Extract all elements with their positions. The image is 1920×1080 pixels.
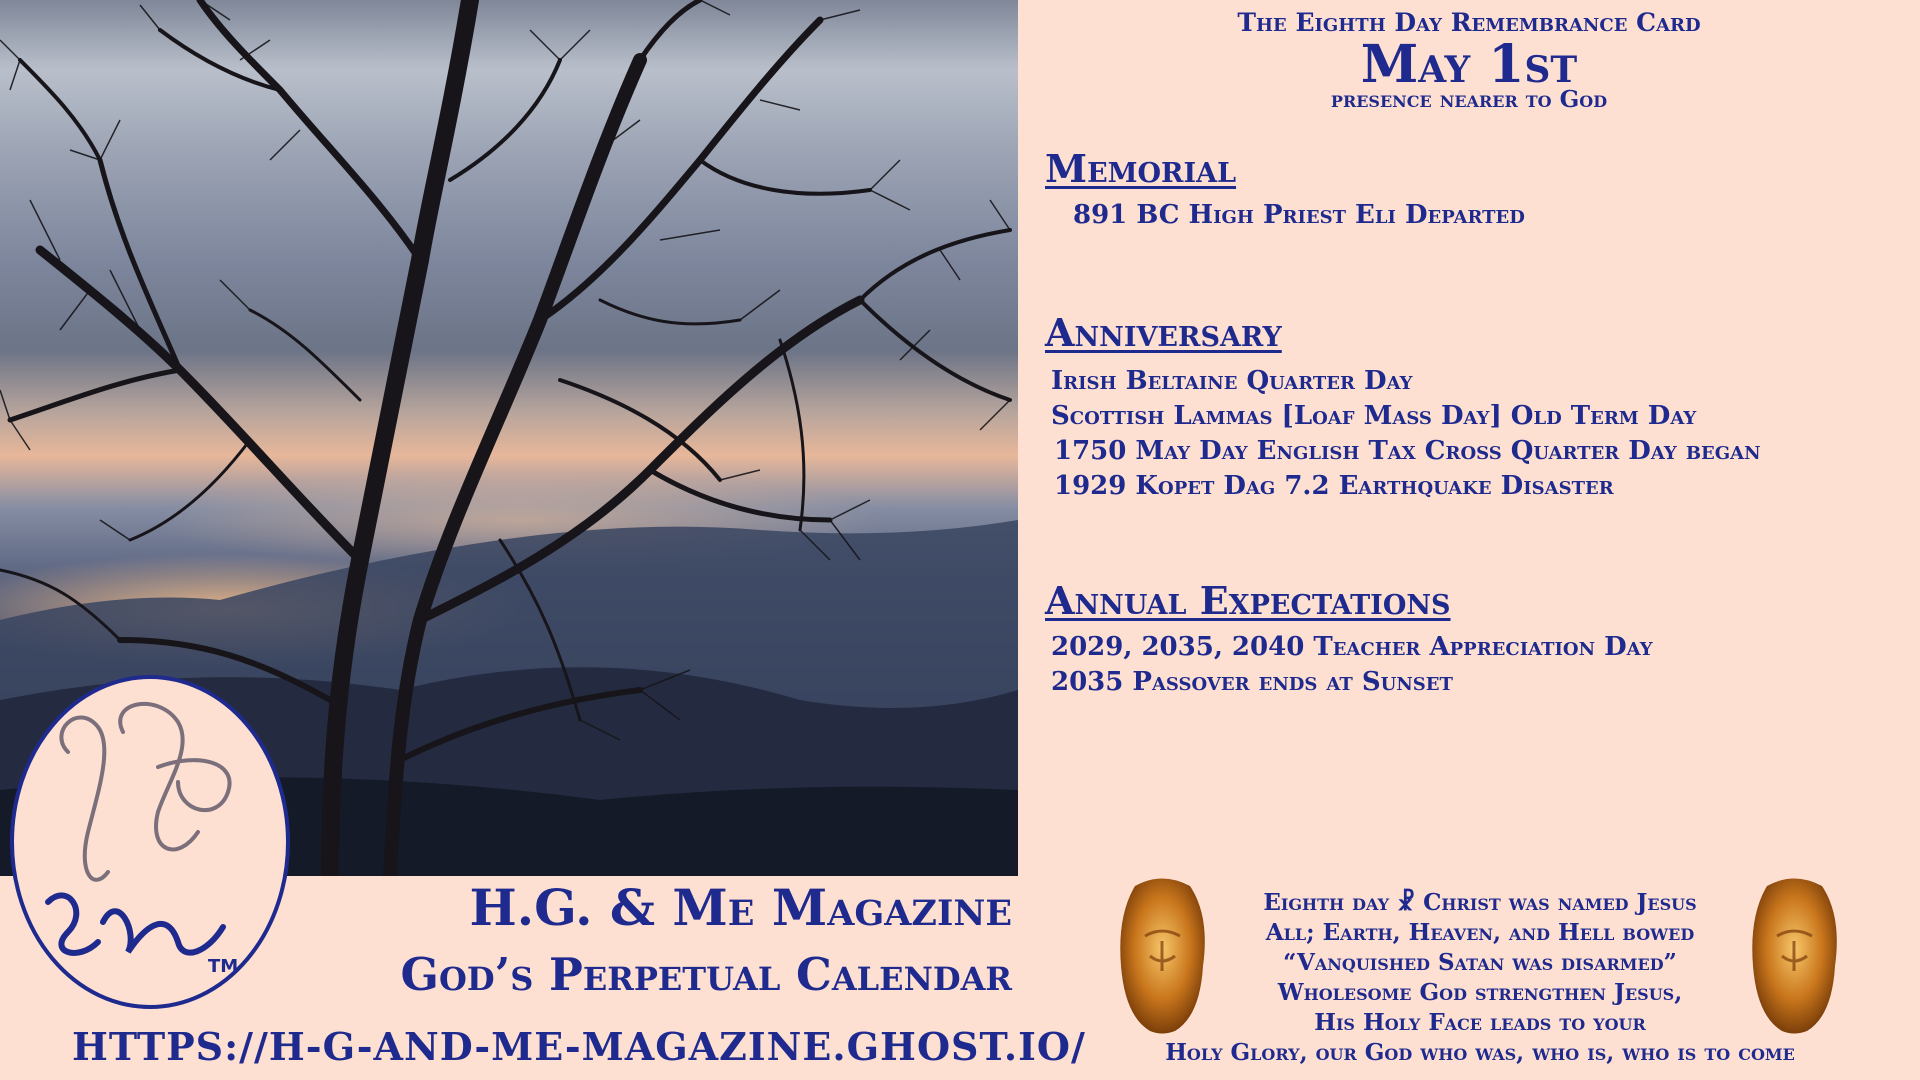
magazine-url-link[interactable]: HTTPS://H-G-AND-ME-MAGAZINE.GHOST.IO/ (72, 1024, 1086, 1069)
anniversary-item: Scottish Lammas [Loaf Mass Day] Old Term Day (1051, 401, 1697, 431)
hg-and-me-logo (8, 672, 293, 1012)
memorial-heading: Memorial (1045, 146, 1237, 191)
annual-expectations-heading: Annual Expectations (1045, 578, 1451, 623)
expectation-item: 2035 Passover ends at Sunset (1051, 667, 1453, 697)
magazine-title: H.G. & Me Magazine (469, 878, 1012, 937)
verse-line: Wholesome God strengthen Jesus, (1277, 979, 1683, 1006)
anniversary-item: Irish Beltaine Quarter Day (1051, 366, 1413, 396)
card-title: The Eighth Day Remembrance Card (1237, 8, 1701, 37)
anniversary-item: 1929 Kopet Dag 7.2 Earthquake Disaster (1054, 471, 1614, 501)
verse-line: “Vanquished Satan was disarmed” (1283, 949, 1677, 976)
anniversary-item: 1750 May Day English Tax Cross Quarter Day began (1054, 436, 1761, 466)
verse-line: His Holy Face leads to your (1314, 1009, 1646, 1036)
verse-line: Eighth day ☧ Christ was named Jesus (1263, 889, 1697, 916)
verse-line: All; Earth, Heaven, and Hell bowed (1265, 919, 1695, 946)
svg-text:TM: TM (208, 956, 239, 977)
verse-line: Holy Glory, our God who was, who is, who is to come (1165, 1039, 1795, 1066)
card-date: May 1st (1360, 34, 1578, 95)
anniversary-heading: Anniversary (1045, 310, 1282, 355)
magazine-subtitle: God’s Perpetual Calendar (400, 948, 1012, 1001)
verse-block (1090, 888, 1870, 1068)
expectation-item: 2029, 2035, 2040 Teacher Appreciation Day (1051, 632, 1653, 662)
card-tagline: presence nearer to God (1330, 86, 1608, 113)
memorial-item: 891 BC High Priest Eli Departed (1073, 200, 1525, 230)
